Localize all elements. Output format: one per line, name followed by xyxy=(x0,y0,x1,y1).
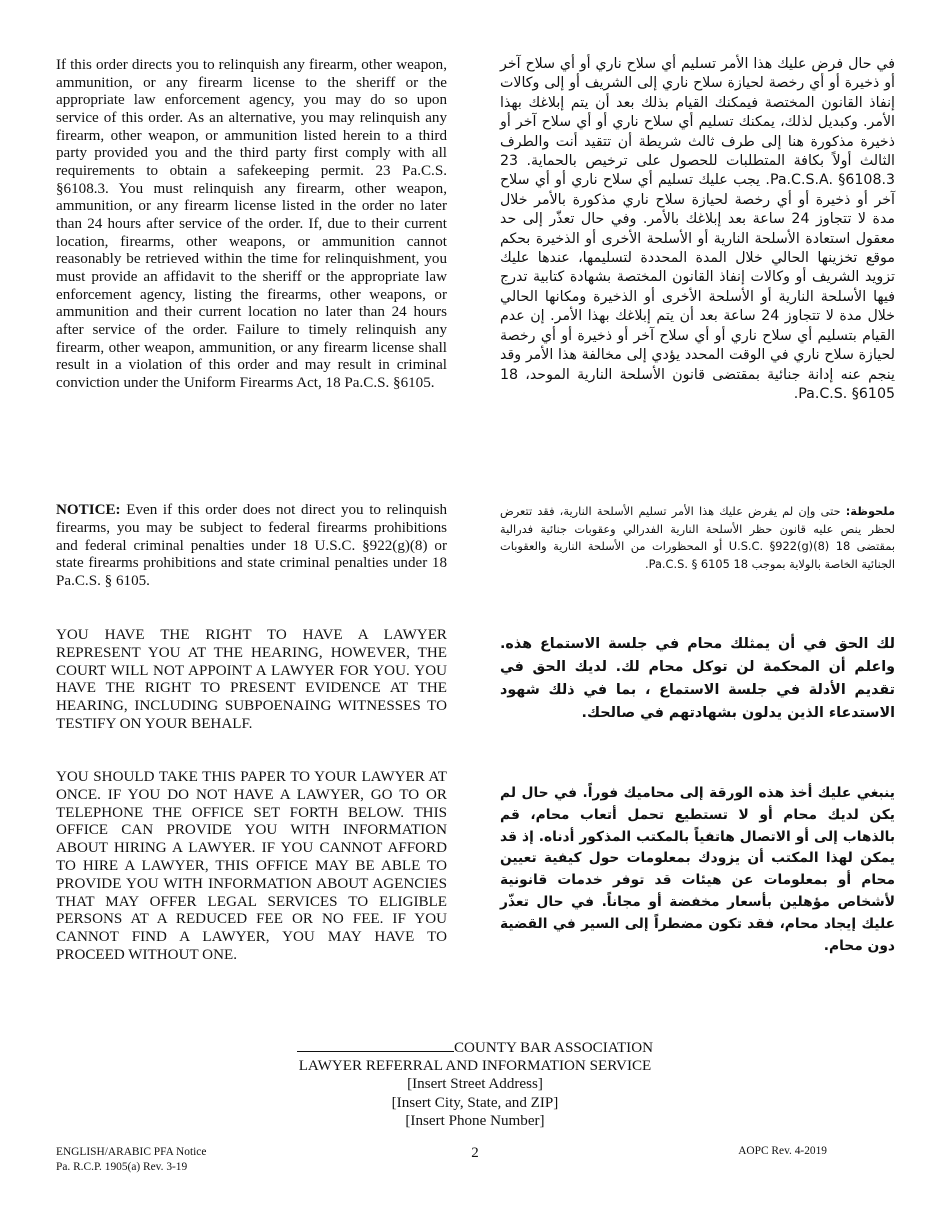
notice-text-ar: حتى وإن لم يفرض عليك هذا الأمر تسليم الأسلحة النارية، فقد تتعرض لحظر ينص عليه قانون حظر الأسلحة النارية الفدرالي وعقوبات جنائية فدرالية بمقتضى 18 U.S.C. §922(g)(8) أو المحظورات من الأسلحة النارية والعقوبات الجنائية الخاصة بالولاية بموجب 18 Pa.C.S. § 6105. xyxy=(500,504,895,571)
firearms-relinquishment-ar: في حال فرض عليك هذا الأمر تسليم أي سلاح ناري أو أي سلاح آخر أو ذخيرة أو أي رخصة لحيازة سلاح ناري إلى الشريف أو إلى وكالات إنفاذ القانون المختصة فيمكنك القيام بذلك بعد أن يتم إبلاغك بهذا الأمر. وكبديل لذلك، يمكنك تسليم أي سلاح ناري أو أي سلاح آخر أو ذخيرة مذكورة هنا إلى طرف ثالث شريطة أن تتقيد أنت والطرف الثالث أولاً بكافة المتطلبات للحصول على ترخيص بالحماية. 23 Pa.C.S.A. §6108.3. يجب عليك تسليم أي سلاح ناري أو أي سلاح آخر أو ذخيرة أو أي رخصة لحيازة سلاح ناري مذكورة بالأمر خلال مدة لا تتجاوز 24 ساعة بعد إبلاغك بالأمر. وفي حال تعذّر إلى حد معقول استعادة الأسلحة النارية أو الأسلحة الأخرى أو الذخيرة بحكم موقع تخزينها الحالي خلال المدة المحددة لتسليمها، عندها عليك تزويد الشريف أو وكالات إنفاذ القانون المختصة بشهادة كتابية تدرج فيها الأسلحة النارية أو الأسلحة الأخرى أو الذخيرة ومكانها الحالي خلال مدة لا تتجاوز 24 ساعة بعد أن يتم إبلاغك بهذا الأمر. إن عدم القيام بتسليم أي سلاح ناري أو أي سلاح آخر أو ذخيرة أو أي رخصة لحيازة سلاح ناري في الوقت المحدد يؤدي إلى مخالفة هذا الأمر وقد ينجم عنه إدانة جنائية بمقتضى قانون الأسلحة النارية الموحد، 18 Pa.C.S. §6105. xyxy=(500,56,896,402)
notice-label-ar: ملحوظة: xyxy=(845,504,895,518)
take-paper-en: YOU SHOULD TAKE THIS PAPER TO YOUR LAWYER AT ONCE. IF YOU DO NOT HAVE A LAWYER, GO TO OR TELEPHONE THE OFFICE SET FORTH BELOW. THIS OFFICE CAN PROVIDE YOU WITH INFORMATION ABOUT HIRING A LAWYER. IF YOU CANNOT AFFORD TO HIRE A LAWYER, THIS OFFICE MAY BE ABLE TO PROVIDE YOU WITH INFORMATION ABOUT AGENCIES THAT MAY OFFER LEGAL SERVICES TO ELIGIBLE PERSONS AT A REDUCED FEE OR NO FEE. IF YOU CANNOT FIND A LAWYER, YOU MAY HAVE TO PROCEED WITHOUT ONE. xyxy=(56,769,447,963)
phone-number: [Insert Phone Number] xyxy=(405,1112,545,1129)
notice-ar xyxy=(500,503,895,573)
city-state-zip: [Insert City, State, and ZIP] xyxy=(391,1094,559,1111)
footer-rule-ref: Pa. R.C.P. 1905(a) Rev. 3-19 xyxy=(56,1160,188,1173)
bar-association-block xyxy=(0,1038,950,1130)
street-address: [Insert Street Address] xyxy=(407,1076,543,1093)
bar-association-name-line xyxy=(0,1038,950,1057)
footer-revision: AOPC Rev. 4-2019 xyxy=(738,1145,827,1157)
page-number: 2 xyxy=(471,1145,479,1161)
lawyer-right-en: YOU HAVE THE RIGHT TO HAVE A LAWYER REPRESENT YOU AT THE HEARING, HOWEVER, THE COURT WILL NOT APPOINT A LAWYER FOR YOU. YOU HAVE THE RIGHT TO PRESENT EVIDENCE AT THE HEARING, INCLUDING SUBPOENAING WITNESSES TO TESTIFY ON YOUR BEHALF. xyxy=(56,627,447,732)
firearms-relinquishment-en: If this order directs you to relinquish any firearm, other weapon, ammunition, or any firearm license to the sheriff or the appropriate law enforcement agency, you may do so upon service of this order. As an alternative, you may relinquish any firearm, other weapon, or ammunition listed herein to a third party provided you and the third party first comply with all requirements to obtain a safekeeping permit. 23 Pa.C.S. §6108.3. You must relinquish any firearm, other weapon, ammunition, or any firearm license listed in the order no later than 24 hours after service of the order. If, due to their current location, firearms, other weapons, or ammunition cannot reasonably be retrieved within the time for relinquishment, you must provide an affidavit to the sheriff or the appropriate law enforcement agency, listing the firearms, other weapons, or ammunition and their current location no later than 24 hours after service of the order. Failure to timely relinquish any firearm, other weapon, ammunition, or any firearm license shall result in a violation of this order and may result in criminal conviction under the Uniform Firearms Act, 18 Pa.C.S. §6105. xyxy=(56,57,447,391)
footer-notice-title: ENGLISH/ARABIC PFA Notice xyxy=(56,1146,207,1158)
referral-service: LAWYER REFERRAL AND INFORMATION SERVICE xyxy=(298,1058,652,1075)
notice-label-en: NOTICE: xyxy=(56,502,121,518)
notice-en xyxy=(56,502,447,591)
notice-text-en: Even if this order does not direct you to relinquish firearms, you may be subject to federal firearms prohibitions and federal criminal penalties under 18 U.S.C. §922(g)(8) or state firearms prohibitions and state criminal penalties under 18 Pa.C.S. § 6105. xyxy=(56,502,447,590)
take-paper-ar: ينبغي عليك أخذ هذه الورقة إلى محاميك فوراً. في حال لم يكن لديك محام أو لا تستطيع تحمل أتعاب محام، قم بالذهاب إلى أو الاتصال هاتفياً بالمكتب المذكور أدناه. إذ قد يمكن لهذا المكتب أن يزودك بمعلومات حول كيفية تعيين محام أو بمعلومات عن هيئات قد توفر خدمات قانونية لأشخاص مؤهلين بأسعار مخفضة أو مجاناً. في حال تعذّر عليك إيجاد محام، فقد تكون مضطراً إلى السير في القضية دون محام. xyxy=(500,785,895,954)
lawyer-right-ar: لك الحق في أن يمثلك محام في جلسة الاستماع هذه. واعلم أن المحكمة لن توكل محام لك. لديك الحق في تقديم الأدلة في جلسة الاستماع ، بما في ذلك شهود الاستدعاء الذين يدلون بشهادتهم في صالحك. xyxy=(500,636,895,721)
bar-association-name: COUNTY BAR ASSOCIATION xyxy=(453,1040,654,1056)
county-blank-line xyxy=(297,1038,454,1052)
